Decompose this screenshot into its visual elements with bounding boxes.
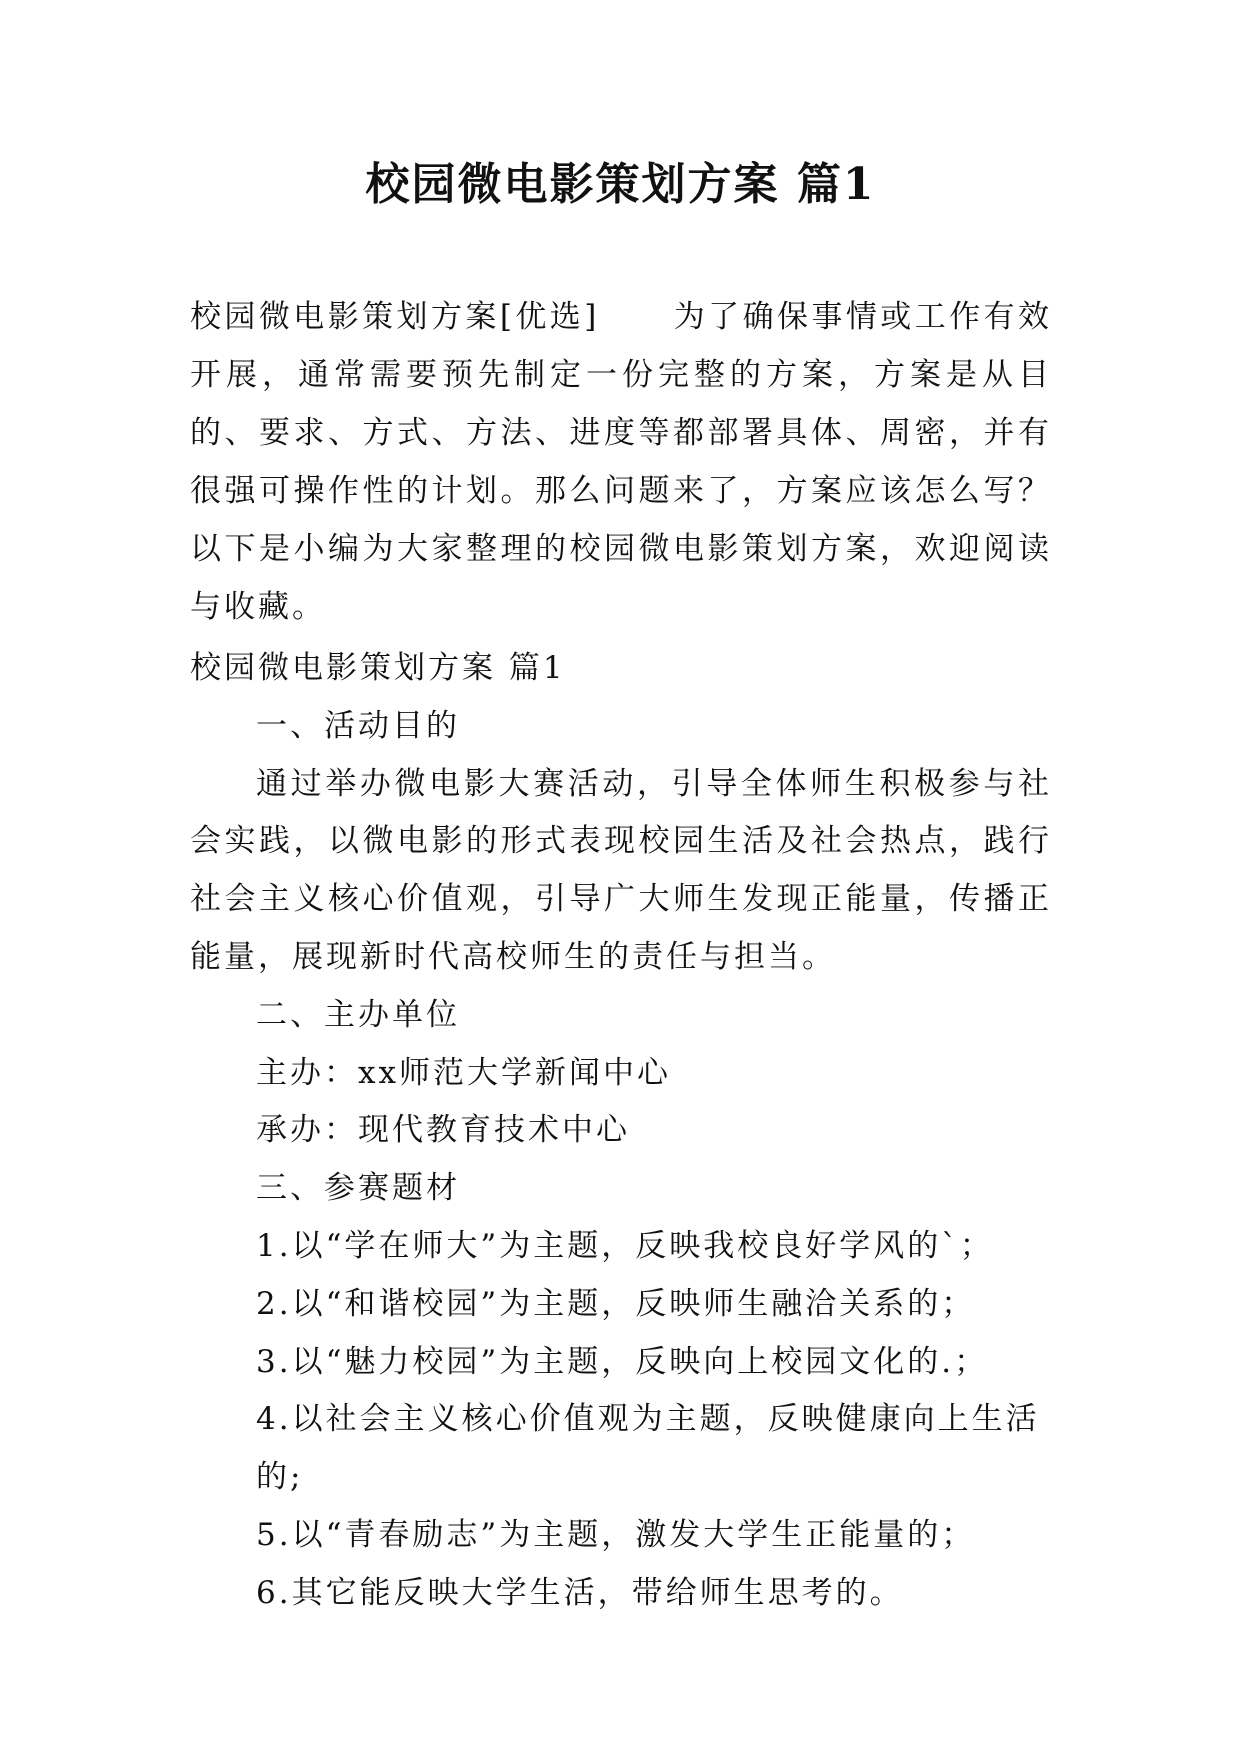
intro-text: 为了确保事情或工作有效开展，通常需要预先制定一份完整的方案，方案是从目的、要求、方式、方法、进度等都部署具体、周密，并有很强可操作性的计划。那么问题来了，方案应该怎么写？以下是小编为大家整理的校园微电影策划方案，欢迎阅读与收藏。 xyxy=(190,299,1053,625)
heading-host-unit: 二、主办单位 xyxy=(256,996,460,1033)
topic-item: 6.其它能反映大学生活，带给师生思考的。 xyxy=(256,1574,904,1611)
intro-lead: 校园微电影策划方案[优选] xyxy=(190,299,600,335)
organizer-line: 承办：现代教育技术中心 xyxy=(256,1112,630,1149)
document-body xyxy=(190,640,1070,1623)
document-title: 校园微电影策划方案 篇1 xyxy=(365,159,876,210)
topic-item: 1.以“学在师大”为主题，反映我校良好学风的`； xyxy=(256,1227,994,1264)
intro-paragraph xyxy=(190,288,1052,636)
heading-activity-purpose: 一、活动目的 xyxy=(256,707,460,744)
heading-topics: 三、参赛题材 xyxy=(256,1170,460,1207)
section-heading: 校园微电影策划方案 篇1 xyxy=(190,650,566,686)
purpose-paragraph: 通过举办微电影大赛活动，引导全体师生积极参与社会实践，以微电影的形式表现校园生活及社会热点，践行社会主义核心价值观，引导广大师生发现正能量，传播正能量，展现新时代高校师生的责任与担当。 xyxy=(190,765,1052,975)
topic-item: 4.以社会主义核心价值观为主题，反映健康向上生活的; xyxy=(256,1401,1040,1496)
topic-item: 2.以“和谐校园”为主题，反映师生融洽关系的； xyxy=(256,1285,976,1322)
topic-item: 5.以“青春励志”为主题，激发大学生正能量的； xyxy=(256,1516,976,1553)
topic-item: 3.以“魅力校园”为主题，反映向上校园文化的.； xyxy=(256,1343,989,1380)
host-line: 主办：xx师范大学新闻中心 xyxy=(256,1054,671,1091)
